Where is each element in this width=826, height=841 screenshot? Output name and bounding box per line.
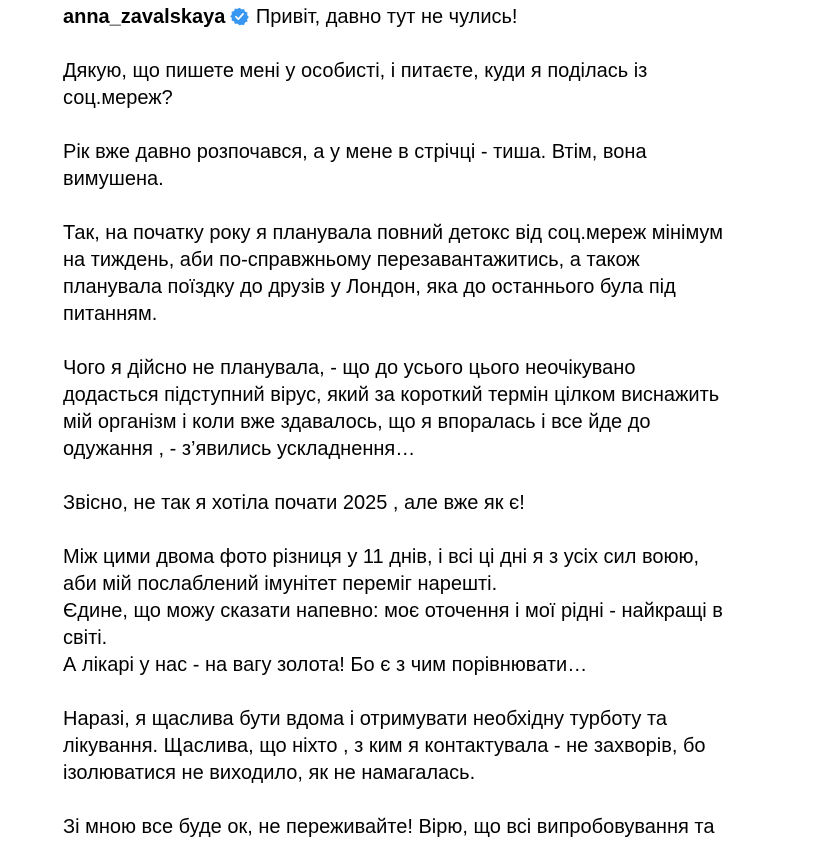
caption-line: лікування. Щаслива, що ніхто , з ким я контактувала - не захворів, бо — [63, 735, 706, 757]
caption-body — [63, 58, 783, 841]
caption-header — [63, 4, 783, 31]
caption-line: Наразі, я щаслива бути вдома і отримувати необхідну турботу та — [63, 708, 668, 730]
caption-line: вимушена. — [63, 168, 164, 190]
caption-line: на тиждень, аби по-справжньому перезавантажитись, а також — [63, 249, 640, 271]
caption-paragraph — [63, 220, 783, 328]
caption-line: планувала поїздку до друзів у Лондон, яка до останнього була під — [63, 276, 676, 298]
caption-line: Між цими двома фото різниця у 11 днів, і всі ці дні я з усіх сил воюю, — [63, 546, 700, 568]
caption-line: ізолюватися не виходило, як не намагалась. — [63, 762, 476, 784]
caption-paragraph — [63, 544, 783, 679]
caption-line: Дякую, що пишете мені у особисті, і питаєте, куди я поділась із — [63, 60, 648, 82]
caption-line: мій організм і коли вже здавалось, що я впоралась і все йде до — [63, 411, 651, 433]
caption-paragraph — [63, 490, 783, 517]
caption-paragraph — [63, 139, 783, 193]
caption-greeting: Привіт, давно тут не чулись! — [255, 6, 518, 28]
caption-paragraph — [63, 814, 783, 841]
caption-line: А лікарі у нас - на вагу золота! Бо є з чим порівнювати… — [63, 654, 588, 676]
caption-line: Зі мною все буде ок, не переживайте! Вірю, що всі випробовування та — [63, 816, 715, 838]
caption-line: Звісно, не так я хотіла почати 2025 , але вже як є! — [63, 492, 525, 514]
caption-line: питанням. — [63, 303, 158, 325]
caption-line: аби мій послаблений імунітет переміг нарешті. — [63, 573, 498, 595]
caption-line: Рік вже давно розпочався, а у мене в стрічці - тиша. Втім, вона — [63, 141, 647, 163]
caption-line: одужання , - з’явились ускладнення… — [63, 438, 416, 460]
caption-line: Чого я дійсно не планувала, - що до усього цього неочікувано — [63, 357, 636, 379]
caption-line: світі. — [63, 627, 108, 649]
caption-paragraph — [63, 58, 783, 112]
caption-line: додасться підступний вірус, який за короткий термін цілком виснажить — [63, 384, 720, 406]
verified-badge-icon — [230, 7, 249, 26]
caption-paragraph — [63, 706, 783, 787]
caption-line: Єдине, що можу сказати напевно: моє оточення і мої рідні - найкращі в — [63, 600, 723, 622]
post-caption — [63, 4, 783, 841]
username-link[interactable]: anna_zavalskaya — [63, 6, 226, 28]
caption-line: соц.мереж? — [63, 87, 173, 109]
caption-line: Так, на початку року я планувала повний детокс від соц.мереж мінімум — [63, 222, 723, 244]
caption-paragraph — [63, 355, 783, 463]
